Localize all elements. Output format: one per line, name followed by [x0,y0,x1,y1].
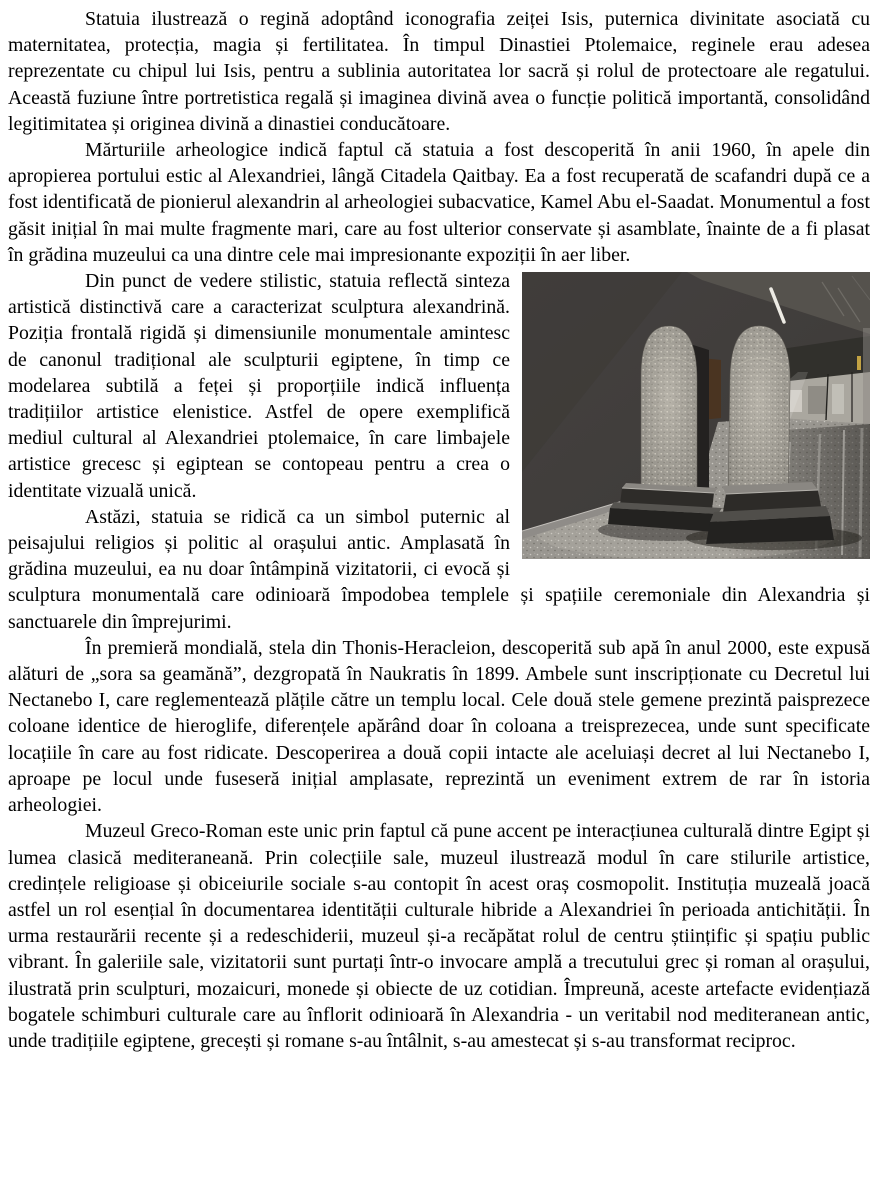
stelae-photo [522,272,870,559]
paragraph-museum: Muzeul Greco-Roman este unic prin faptul că pune accent pe interacțiunea culturală dintre Egipt și lumea clasică mediteraneană. Prin colecțiile sale, muzeul ilustrează modul în care stilurile artistice, credințele religioase și obiceiurile sociale s-au contopit în acest oraș cosmopolit. Instituția muzeală joacă astfel un rol esențial în documentarea identității culturale hibride a Alexandriei în perioada antichității. În urma restaurării recente și a redeschiderii, muzeul și-a recăpătat rolul de centru științific și spațiu public vibrant. În galeriile sale, vizitatorii sunt purtați într-o invocare amplă a trecutului grec și roman al orașului, ilustrată prin sculpturi, mozaicuri, monede și obiecte de uz cotidian. Împreună, aceste artefacte evidențiază bogatele schimburi culturale care au înflorit odinioară în Alexandria - un veritabil nod mediteranean antic, unde tradițiile egiptene, grecești și romane s-au întâlnit, s-au amestecat și s-au transformat reciproc. [8,820,870,1052]
yellow-sign [857,356,861,370]
paragraph-statue-isis: Statuia ilustrează o regină adoptând iconografia zeiței Isis, puternica divinitate asociată cu maternitatea, protecția, magia și fertilitatea. În timpul Dinastiei Ptolemaice, reginele erau adesea reprezentate cu chipul lui Isis, pentru a sublinia autoritatea lor sacră și rolul de protectoare ale regatului. Această fuziune între portretistica regală și imaginea divină avea o funcție politică importantă, consolidând legitimitatea și originea divină a dinastiei conducătoare. [8,8,870,135]
paragraph-style: Din punct de vedere stilistic, statuia reflectă sinteza artistică distinctivă care a caracterizat sculptura alexandrină. Poziția frontală rigidă și dimensiunile monumentale amintesc de canonul tradițional ale sculpturii egiptene, în timp ce modelarea subtilă a feței și proporțiile indică influența tradițiilor artistice elenistice. Astfel de opere exemplifică mediul cultural al Alexandriei ptolemaice, în care limbajele artistice grecesc și egiptean se contopeau pentru a crea o identitate vizuală unică. [8,270,510,502]
paragraph-discovery: Mărturiile arheologice indică faptul că statuia a fost descoperită în anii 1960, în apele din apropierea portului estic al Alexandriei, lângă Citadela Qaitbay. Ea a fost recuperată de scafandri după ce a fost identificată de pionierul alexandrin al arheologiei subacvatice, Kamel Abu el-Saadat. Monumentul a fost găsit inițial în mai multe fragmente mari, care au fost ulterior conservate și asamblate, înainte de a fi plasat în grădina muzeului ca una dintre cele mai impresionante expoziții în aer liber. [8,139,870,266]
case-artifact [808,386,826,414]
paragraph-symbol: Astăzi, statuia se ridică ca un simbol puternic al peisajului religios și politic al orașului antic. Amplasată în grădina muzeului, ea nu doar întâmpină vizitatorii, ci evocă și sculptura monumentală care odinioară împodobea templele și spațiile ceremoniale din Alexandria și sanctuarele din împrejurimi. [8,505,870,633]
paragraph-stelae-premiere: În premieră mondială, stela din Thonis-Heracleion, descoperită sub apă în anul 2000, este expusă alături de „sora sa geamănă”, dezgropată în Naukratis în 1899. Ambele sunt inscripționate cu Decretul lui Nectanebo I, care reglementează plățile către un templu local. Cele două stele gemene prezintă paisprezece coloane identice de hieroglife, diferențele apărând doar în coloana a treisprezecea, unde sunt specificate locațiile în care au fost ridicate. Descoperirea a două copii intacte ale aceluiași decret al lui Nectanebo I, aproape pe locul unde fuseseră inițial amplasate, reprezintă un eveniment extrem de rar în istoria arheologiei. [8,636,870,817]
stelae-photo-graphic [522,272,870,559]
case-artifact [832,384,844,414]
glass-pane [863,328,870,432]
